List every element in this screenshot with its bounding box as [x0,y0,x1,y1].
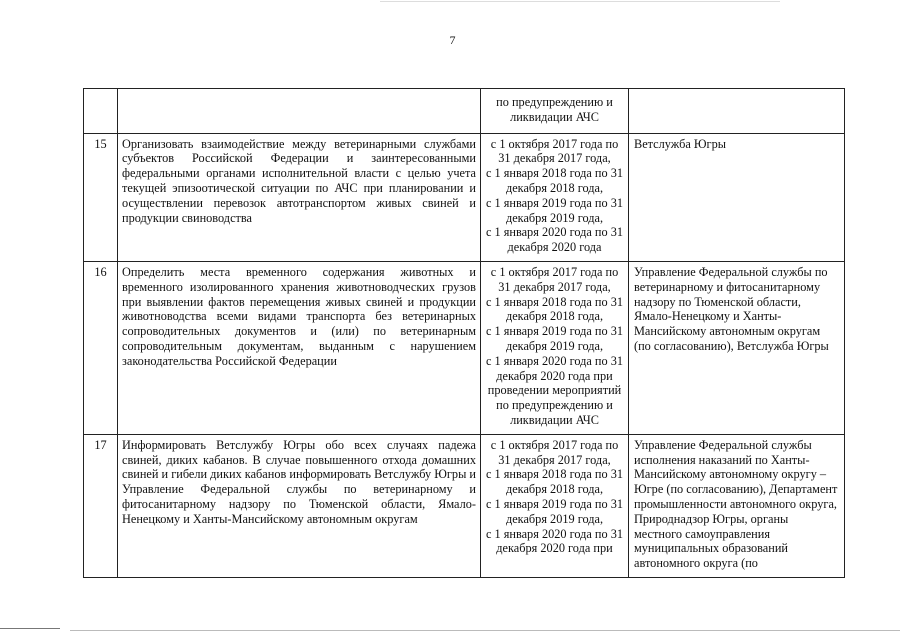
date-line: с 1 октября 2017 года по [490,136,619,151]
measures-table [83,88,845,578]
table-row [84,261,845,434]
cell-responsible [629,89,845,134]
date-line: с 1 января 2020 года по 31 [485,225,624,240]
cell-num [84,89,118,134]
responsible-text: Управление Федеральной службы исполнения наказаний по Ханты-Мансийскому автономному округу – Югре (по согласованию), Департамент промышленности автономного округа, Природнадзор Югры, органы местного самоуправления муниципальных образований автономного округа (по [629,434,845,577]
date-line: декабря 2018 года, [505,482,604,497]
responsible-text: Ветслужба Югры [629,133,845,261]
date-line: проведении мероприятий [487,383,622,398]
responsible-text: Управление Федеральной службы по ветеринарному и фитосанитарному надзору по Тюменской области, Ямало-Ненецкому и Ханты-Мансийскому автономным округам (по согласованию), Ветслужба Югры [629,261,845,434]
date-line: с 1 января 2019 года по 31 [485,324,624,339]
date-line: с 1 января 2018 года по 31 [485,467,624,482]
date-line: ликвидации АЧС [510,109,599,124]
cell-dates [481,133,629,261]
date-line: по предупреждению и [496,95,613,109]
date-line: с 1 января 2018 года по 31 [485,294,624,309]
date-line: 31 декабря 2017 года, [498,279,611,294]
date-line: декабря 2019 года, [505,210,604,225]
cell-dates [481,89,629,134]
date-line: по предупреждению и [496,398,613,413]
task-text: Определить места временного содержания животных и временного изолированного хранения животноводческих грузов при выявлении фактов перемещения живых свиней и продукции животноводства всеми видами транспорта без ветеринарных сопроводительных документов и (или) по ветеринарным сопроводительным документам, выданным с нарушением законодательства Российской Федерации [118,261,481,434]
table-row-continuation [84,89,845,134]
scan-artifact-bottom [70,630,900,631]
date-line: 31 декабря 2017 года, [498,151,611,166]
date-line: с 1 января 2019 года по 31 [485,195,624,210]
date-line: декабря 2019 года, [505,338,604,353]
row-number: 15 [84,133,118,261]
date-line: декабря 2018 года, [505,180,604,195]
date-line: декабря 2020 года при [496,541,613,556]
date-line: с 1 января 2019 года по 31 [485,496,624,511]
date-line: декабря 2018 года, [505,309,604,324]
table-row [84,133,845,261]
cell-task [118,89,481,134]
date-line: 31 декабря 2017 года, [498,452,611,467]
cell-dates [481,434,629,577]
date-line: ликвидации АЧС [510,412,599,427]
scan-artifact-top [380,1,780,2]
date-line: декабря 2020 года [507,240,602,255]
row-number: 16 [84,261,118,434]
date-line: декабря 2019 года, [505,511,604,526]
date-line: декабря 2020 года при [496,368,613,383]
table-row [84,434,845,577]
date-line: с 1 октября 2017 года по [490,264,619,279]
scan-artifact-left [0,628,60,629]
cell-dates [481,261,629,434]
date-line: с 1 января 2018 года по 31 [485,166,624,181]
task-text: Организовать взаимодействие между ветеринарными службами субъектов Российской Федерации и заинтересованными федеральными органами исполнительной власти с целью учета текущей эпизоотической ситуации по АЧС при планировании и осуществлении перевозок автотранспортом живых свиней и продукции свиноводства [118,133,481,261]
date-line: с 1 января 2020 года по 31 [485,353,624,368]
task-text: Информировать Ветслужбу Югры обо всех случаях падежа свиней, диких кабанов. В случае повышенного отхода домашних свиней и гибели диких кабанов информировать Ветслужбу Югры и Управление Федеральной службы по ветеринарному и фитосанитарному надзору по Тюменской области, Ямало-Ненецкому и Ханты-Мансийскому автономным округам [118,434,481,577]
date-line: с 1 января 2020 года по 31 [485,526,624,541]
row-number: 17 [84,434,118,577]
page-number: 7 [449,33,456,47]
date-line: с 1 октября 2017 года по [490,437,619,452]
